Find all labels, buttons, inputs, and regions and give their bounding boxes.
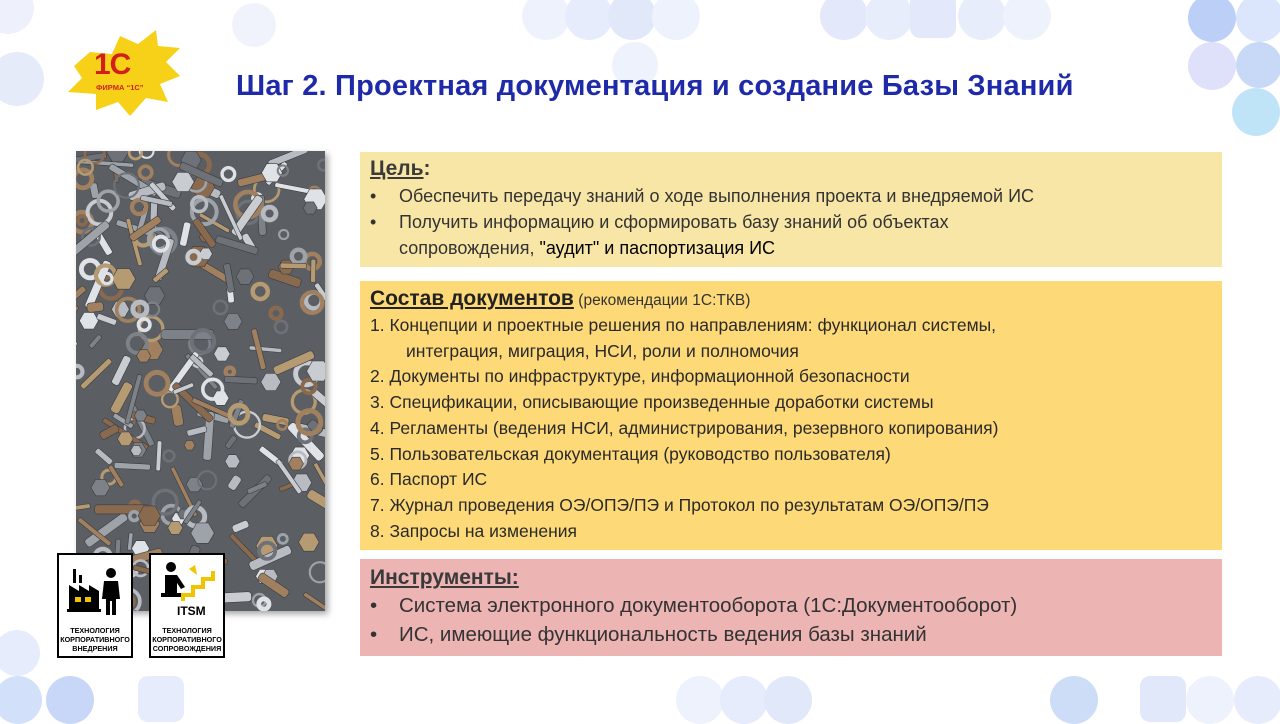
document-item: 1. Концепции и проектные решения по направлениям: функционал системы, xyxy=(370,315,997,335)
goal-item: • Получить информацию и сформировать базу знаний об объектах сопровождения, "аудит" и паспортизация ИС xyxy=(370,209,1212,261)
company-logo xyxy=(60,22,186,120)
itsm-support-icon xyxy=(151,557,223,619)
badge-caption: ТЕХНОЛОГИЯ КОРПОРАТИВНОГО ВНЕДРЕНИЯ xyxy=(60,626,130,653)
document-item: 4. Регламенты (ведения НСИ, администрирования, резервного копирования) xyxy=(370,417,999,438)
badge-implementation xyxy=(57,553,133,658)
document-item: 2. Документы по инфраструктуре, информационной безопасности xyxy=(370,366,910,387)
document-item: 5. Пользовательская документация (руководство пользователя) xyxy=(370,443,891,464)
tools-heading: Инструменты: xyxy=(370,566,519,589)
tool-item: • Система электронного документооборота (1С:Документооборот) xyxy=(370,591,1212,620)
logo-caption: ФИРМА “1С” xyxy=(96,83,144,92)
documents-section xyxy=(360,281,1222,550)
page-title: Шаг 2. Проектная документация и создание Базы Знаний xyxy=(236,70,1074,102)
tool-item: • ИС, имеющие функциональность ведения базы знаний xyxy=(370,620,1212,649)
hardware-piece xyxy=(184,440,195,450)
goal-section xyxy=(360,152,1222,267)
bolts-and-nuts-image xyxy=(76,151,325,611)
hardware-piece xyxy=(311,259,316,282)
hardware-piece xyxy=(224,376,257,384)
badge-support xyxy=(149,553,225,658)
hardware-photo xyxy=(76,151,325,611)
goal-heading: Цель: xyxy=(370,157,431,180)
document-item: 3. Спецификации, описывающие произведенные доработки системы xyxy=(370,392,934,413)
hardware-piece xyxy=(280,263,307,269)
factory-worker-icon xyxy=(59,559,131,619)
tools-section xyxy=(360,559,1222,656)
document-item: 7. Журнал проведения ОЭ/ОПЭ/ПЭ и Протокол по результатам ОЭ/ОПЭ/ПЭ xyxy=(370,494,989,515)
itsm-label: ITSM xyxy=(177,604,206,618)
document-item: 6. Паспорт ИС xyxy=(370,469,488,490)
hardware-piece xyxy=(134,410,147,421)
document-item: интеграция, миграция, НСИ, роли и полномочия xyxy=(406,340,799,361)
badge-caption: ТЕХНОЛОГИЯ КОРПОРАТИВНОГО СОПРОВОЖДЕНИЯ xyxy=(152,626,222,653)
hardware-piece xyxy=(131,446,143,456)
document-item: 8. Запросы на изменения xyxy=(370,520,578,541)
logo-brand: 1С xyxy=(94,48,131,81)
hardware-piece xyxy=(87,302,104,313)
goal-item: • Обеспечить передачу знаний о ходе выполнения проекта и внедряемой ИС xyxy=(370,183,1212,209)
documents-heading: Состав документов (рекомендации 1С:ТКВ) xyxy=(370,287,751,310)
